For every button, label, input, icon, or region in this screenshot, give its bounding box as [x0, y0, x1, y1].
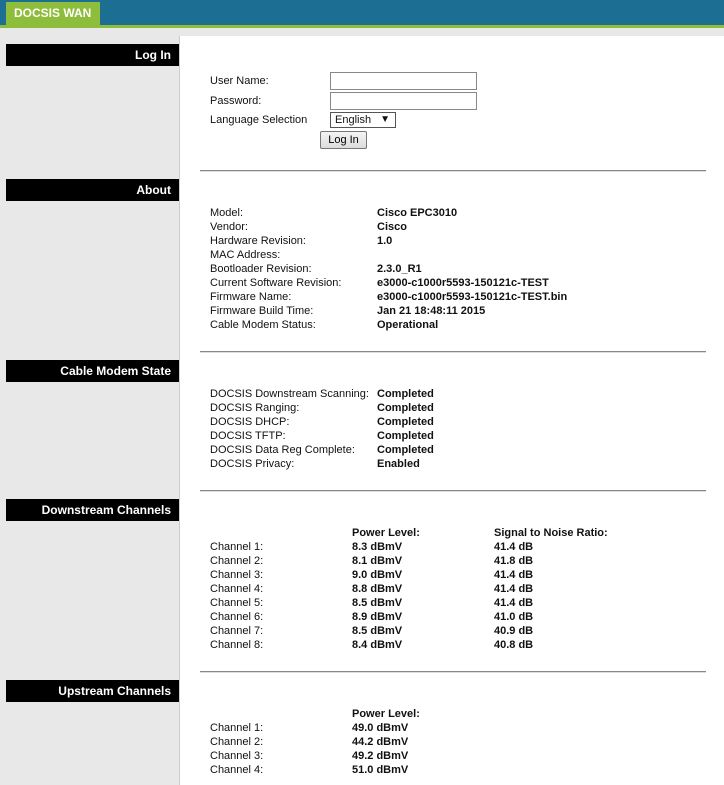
about-value: Cisco — [377, 221, 407, 233]
language-select-value: English — [335, 114, 372, 126]
username-label: User Name: — [210, 75, 269, 87]
downstream-channel-label: Channel 7: — [210, 625, 264, 637]
divider — [200, 671, 706, 673]
downstream-snr-header: Signal to Noise Ratio: — [494, 527, 608, 539]
cm-state-label: DOCSIS Data Reg Complete: — [210, 444, 355, 456]
upstream-power-value: 49.2 dBmV — [352, 750, 409, 762]
downstream-power-header: Power Level: — [352, 527, 420, 539]
downstream-channel-label: Channel 8: — [210, 639, 264, 651]
about-label: MAC Address: — [210, 249, 281, 261]
divider — [200, 490, 706, 492]
about-value: 1.0 — [377, 235, 393, 247]
upstream-power-value: 49.0 dBmV — [352, 722, 409, 734]
top-bar — [0, 0, 724, 28]
downstream-snr-value: 40.8 dB — [494, 639, 534, 651]
upstream-channel-label: Channel 1: — [210, 722, 264, 734]
about-label: Hardware Revision: — [210, 235, 306, 247]
about-value: Jan 21 18:48:11 2015 — [377, 305, 486, 317]
password-label: Password: — [210, 95, 262, 107]
downstream-snr-value: 41.4 dB — [494, 597, 534, 609]
about-label: Firmware Build Time: — [210, 305, 314, 317]
cm-state-value: Completed — [377, 430, 434, 442]
login-button[interactable]: Log In — [320, 131, 367, 149]
language-label: Language Selection — [210, 114, 308, 126]
about-label: Cable Modem Status: — [210, 319, 316, 331]
dropdown-arrow-icon: ▼ — [380, 114, 390, 125]
cm-state-label: DOCSIS Ranging: — [210, 402, 300, 414]
downstream-channel-label: Channel 2: — [210, 555, 264, 567]
downstream-power-value: 8.5 dBmV — [352, 625, 403, 637]
upstream-channel-label: Channel 2: — [210, 736, 264, 748]
cm-state-value: Completed — [377, 416, 434, 428]
section-header-login: Log In — [6, 44, 179, 66]
section-header-downstream: Downstream Channels — [6, 499, 179, 521]
cm-state-value: Enabled — [377, 458, 420, 470]
downstream-power-value: 8.9 dBmV — [352, 611, 403, 623]
downstream-channel-label: Channel 5: — [210, 597, 264, 609]
downstream-power-value: 8.1 dBmV — [352, 555, 403, 567]
cm-state-label: DOCSIS DHCP: — [210, 416, 290, 428]
downstream-channel-label: Channel 6: — [210, 611, 264, 623]
downstream-channel-label: Channel 3: — [210, 569, 264, 581]
language-select[interactable] — [330, 112, 396, 128]
cm-state-value: Completed — [377, 444, 434, 456]
downstream-channel-label: Channel 4: — [210, 583, 264, 595]
upstream-channel-label: Channel 3: — [210, 750, 264, 762]
about-label: Vendor: — [210, 221, 248, 233]
downstream-power-value: 8.8 dBmV — [352, 583, 403, 595]
downstream-snr-value: 41.4 dB — [494, 569, 534, 581]
downstream-snr-value: 41.0 dB — [494, 611, 534, 623]
downstream-snr-value: 41.8 dB — [494, 555, 534, 567]
about-label: Current Software Revision: — [210, 277, 342, 289]
downstream-snr-value: 41.4 dB — [494, 583, 534, 595]
about-value: Operational — [377, 319, 439, 331]
downstream-power-value: 8.3 dBmV — [352, 541, 403, 553]
upstream-power-value: 44.2 dBmV — [352, 736, 409, 748]
tab-docsis-wan[interactable]: DOCSIS WAN — [6, 2, 100, 26]
divider — [200, 351, 706, 353]
cm-state-label: DOCSIS TFTP: — [210, 430, 286, 442]
about-label: Bootloader Revision: — [210, 263, 312, 275]
section-header-cable-modem-state: Cable Modem State — [6, 360, 179, 382]
password-input[interactable] — [330, 92, 477, 110]
downstream-power-value: 9.0 dBmV — [352, 569, 403, 581]
section-header-about: About — [6, 179, 179, 201]
downstream-channel-label: Channel 1: — [210, 541, 264, 553]
cm-state-value: Completed — [377, 388, 434, 400]
divider — [200, 170, 706, 172]
downstream-power-value: 8.4 dBmV — [352, 639, 403, 651]
cm-state-label: DOCSIS Downstream Scanning: — [210, 388, 369, 400]
upstream-channel-label: Channel 4: — [210, 764, 264, 776]
about-label: Model: — [210, 207, 244, 219]
downstream-snr-value: 40.9 dB — [494, 625, 534, 637]
about-value: e3000-c1000r5593-150121c-TEST.bin — [377, 291, 568, 303]
downstream-snr-value: 41.4 dB — [494, 541, 534, 553]
upstream-power-value: 51.0 dBmV — [352, 764, 409, 776]
cm-state-value: Completed — [377, 402, 434, 414]
about-label: Firmware Name: — [210, 291, 292, 303]
left-column — [6, 28, 179, 785]
about-value: e3000-c1000r5593-150121c-TEST — [377, 277, 549, 289]
about-value: 2.3.0_R1 — [377, 263, 422, 275]
downstream-power-value: 8.5 dBmV — [352, 597, 403, 609]
username-input[interactable] — [330, 72, 477, 90]
about-value: Cisco EPC3010 — [377, 207, 458, 219]
cm-state-label: DOCSIS Privacy: — [210, 458, 295, 470]
upstream-power-header: Power Level: — [352, 708, 420, 720]
section-header-upstream: Upstream Channels — [6, 680, 179, 702]
